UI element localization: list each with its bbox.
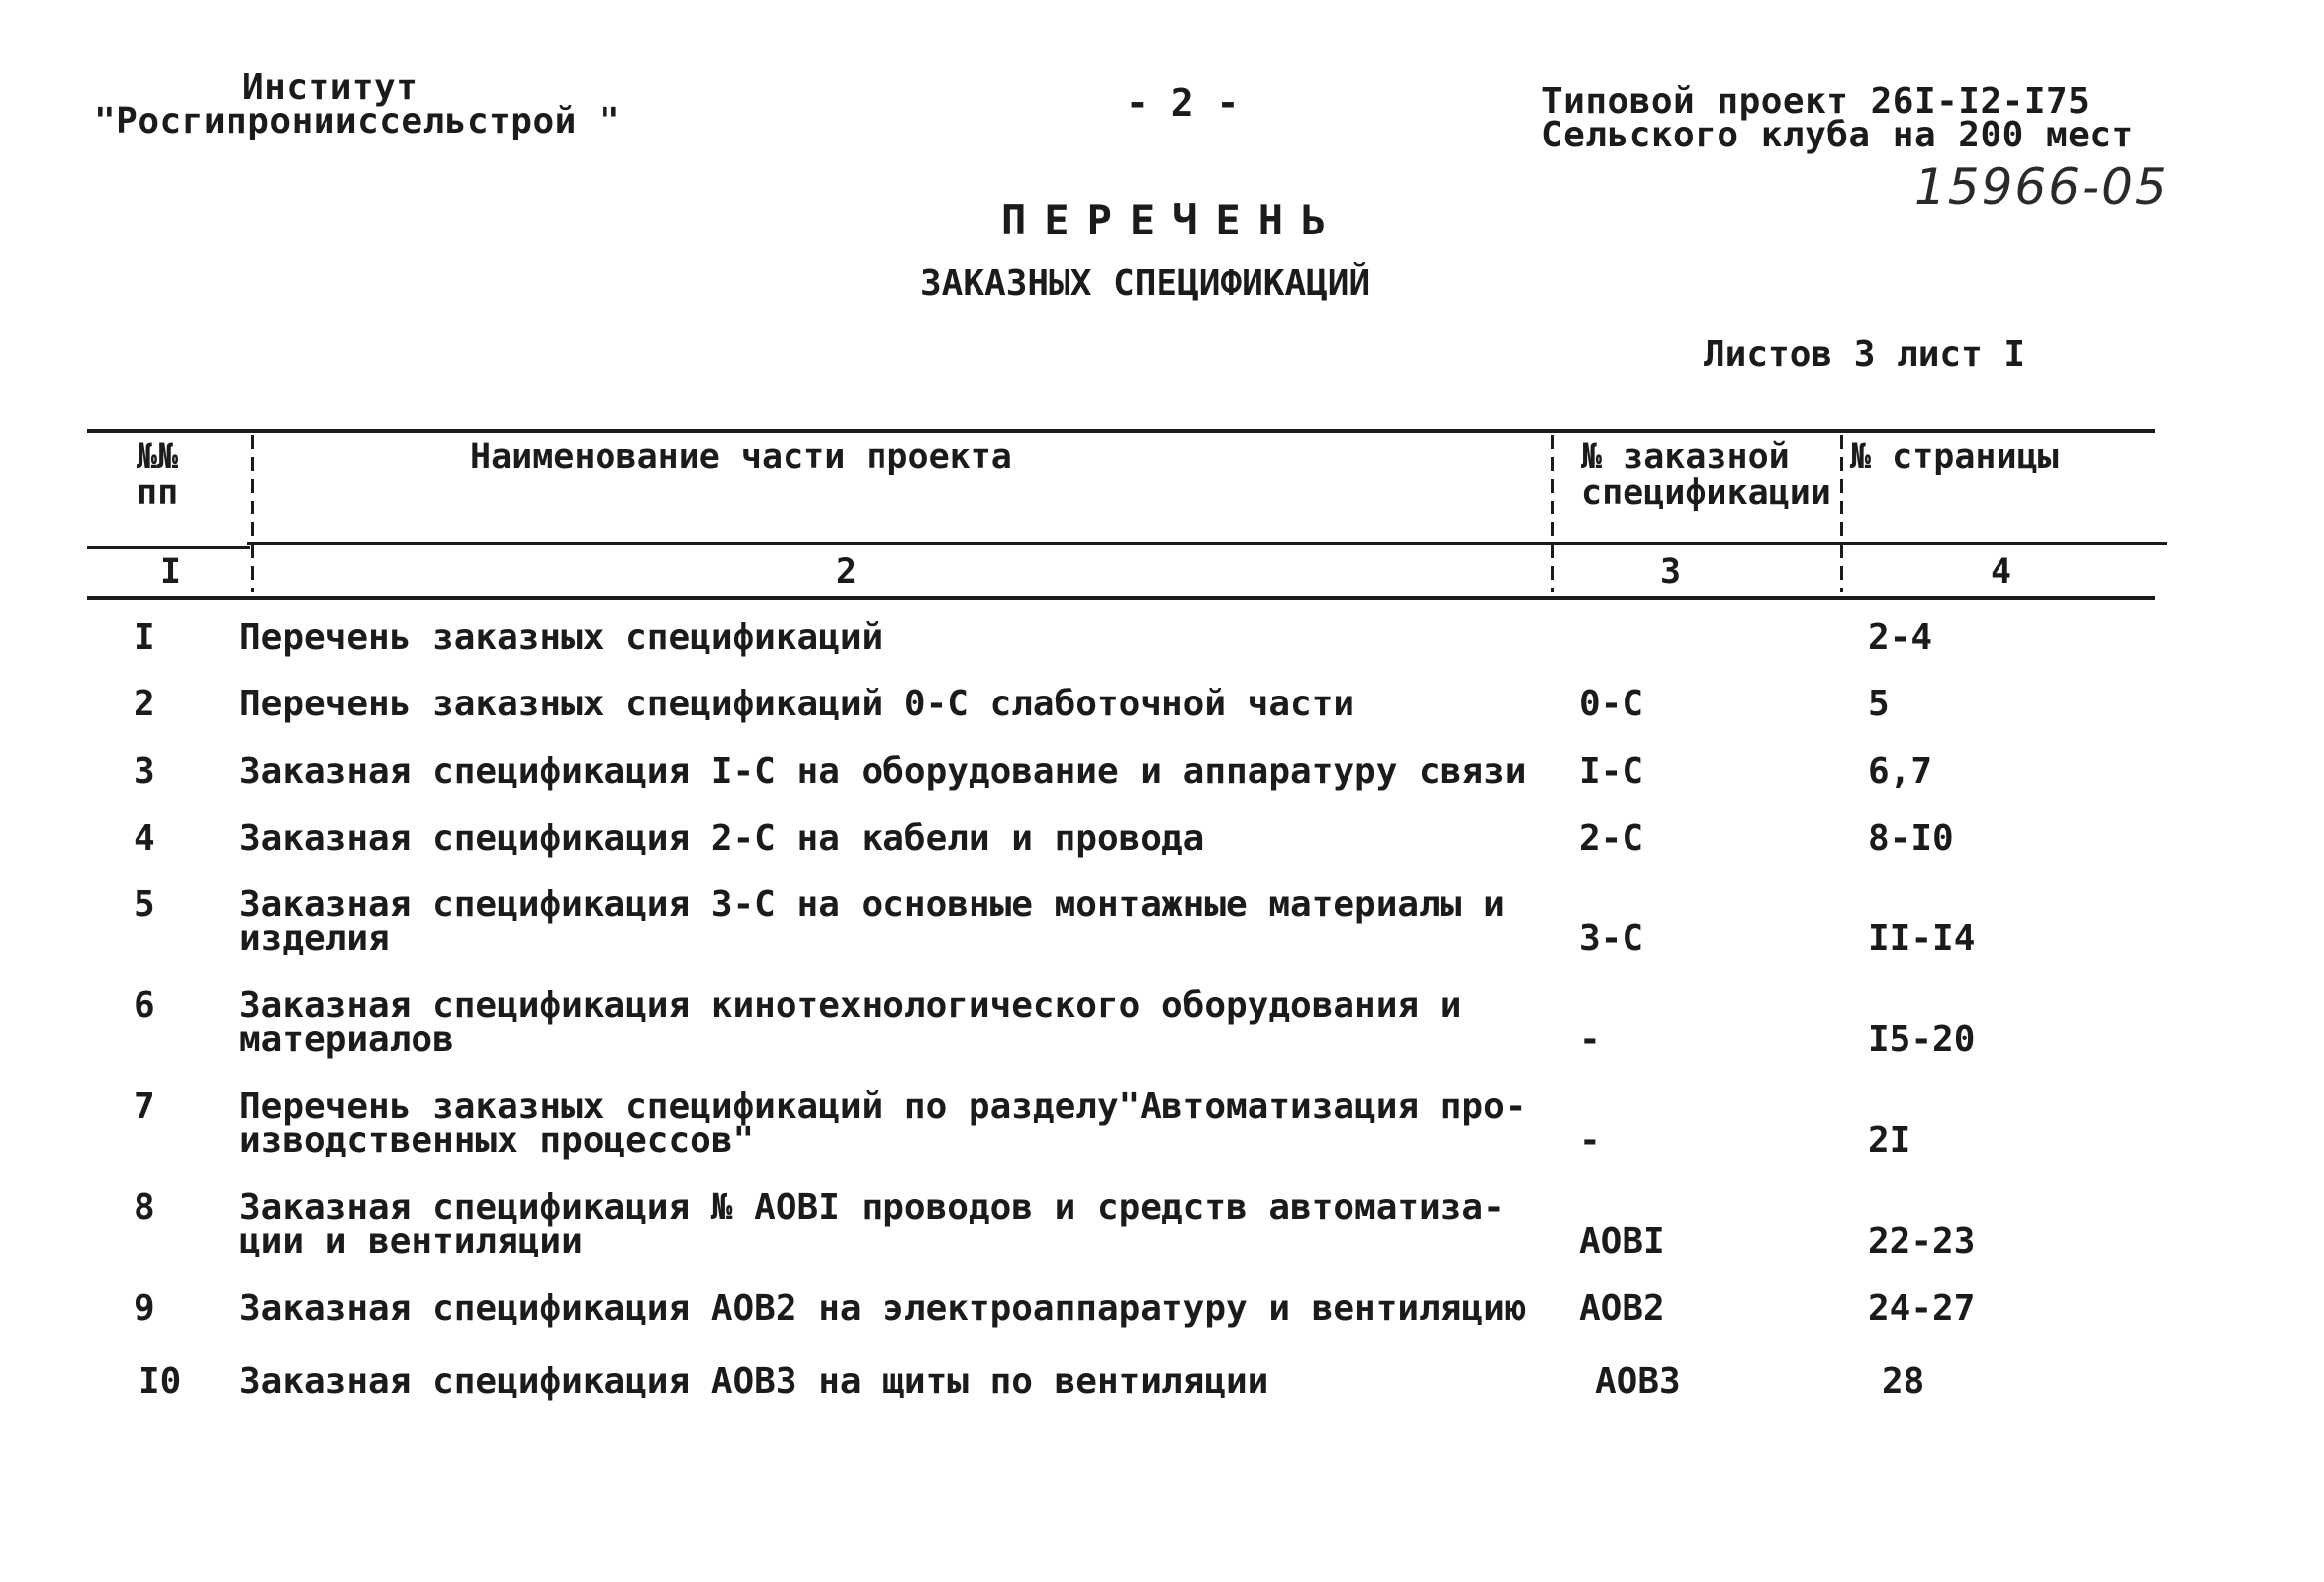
header-col3 xyxy=(1581,439,1831,511)
row-pages: 22-23 xyxy=(1868,1221,1976,1261)
row-spec-number: - xyxy=(1579,1120,1601,1161)
row-number: 2 xyxy=(134,684,155,724)
row-number: I xyxy=(134,617,155,658)
institute-line1: Институт xyxy=(242,67,418,108)
row-name-line2: изделия xyxy=(239,918,390,959)
row-number: 7 xyxy=(134,1086,155,1127)
row-pages: II-I4 xyxy=(1868,918,1976,959)
row-pages: 6,7 xyxy=(1868,751,1933,791)
row-pages: 28 xyxy=(1882,1361,1925,1402)
col-separator-2 xyxy=(1551,435,1554,592)
row-name-line1: Заказная спецификация кинотехнологического оборудования и xyxy=(239,985,1462,1026)
row-name xyxy=(239,818,1205,859)
row-number: 3 xyxy=(134,751,155,791)
row-pages: 5 xyxy=(1868,684,1890,724)
header-col1-line2: пп xyxy=(137,473,179,512)
header-col1-line1: №№ xyxy=(137,437,179,477)
table-top-rule xyxy=(87,429,2155,433)
header-col3-line1: № заказной xyxy=(1581,437,1790,477)
page-subtitle: ЗАКАЗНЫХ СПЕЦИФИКАЦИЙ xyxy=(920,263,1371,304)
row-name xyxy=(239,751,1527,791)
row-spec-number: - xyxy=(1579,1019,1601,1060)
project-line1: Типовой проект 26I-I2-I75 xyxy=(1541,81,2091,122)
row-spec-number: АОВ3 xyxy=(1595,1361,1681,1402)
row-pages: 8-I0 xyxy=(1868,818,1954,859)
row-number: 9 xyxy=(134,1288,155,1329)
row-name-line1: Перечень заказных спецификаций 0-С слаботочной части xyxy=(239,684,1355,724)
project-line2: Сельского клуба на 200 мест xyxy=(1541,115,2134,155)
col-separator-3 xyxy=(1840,435,1843,592)
row-number: 5 xyxy=(134,884,155,925)
header-col2: Наименование части проекта xyxy=(470,437,1012,477)
row-name xyxy=(239,985,1462,1060)
row-name xyxy=(239,1187,1505,1261)
row-number: 4 xyxy=(134,818,155,859)
header-bottom-rule-left xyxy=(87,546,250,549)
header-bottom-rule xyxy=(247,542,2167,545)
row-name-line2: изводственных процессов" xyxy=(239,1120,755,1161)
row-name-line1: Заказная спецификация № АОВI проводов и средств автоматиза- xyxy=(239,1187,1505,1228)
row-pages: 24-27 xyxy=(1868,1288,1976,1329)
row-spec-number: 3-С xyxy=(1579,918,1644,959)
col-separator-1 xyxy=(251,435,254,592)
column-numbers-rule xyxy=(87,596,2155,600)
institute-line2: "Росгипронииссельстрой " xyxy=(94,101,621,141)
column-number-2: 2 xyxy=(836,552,858,592)
institute-name xyxy=(94,67,621,141)
column-number-1: I xyxy=(160,552,182,592)
row-name-line1: Заказная спецификация 2-С на кабели и провода xyxy=(239,818,1205,859)
row-pages: 2I xyxy=(1868,1120,1911,1161)
row-spec-number: I-С xyxy=(1579,751,1644,791)
row-name xyxy=(239,684,1355,724)
header-col3-line2: спецификации xyxy=(1581,473,1831,512)
row-pages: I5-20 xyxy=(1868,1019,1976,1060)
page-number: - 2 - xyxy=(1126,81,1240,125)
row-name-line1: Заказная спецификация АОВ2 на электроаппаратуру и вентиляцию xyxy=(239,1288,1527,1329)
row-number: I0 xyxy=(139,1361,182,1402)
row-spec-number: 2-С xyxy=(1579,818,1644,859)
row-spec-number: 0-С xyxy=(1579,684,1644,724)
row-name-line1: Заказная спецификация АОВ3 на щиты по вентиляции xyxy=(239,1361,1269,1402)
row-name xyxy=(239,884,1505,959)
handwritten-number: 15966-05 xyxy=(1914,158,2169,216)
row-number: 8 xyxy=(134,1187,155,1228)
row-pages: 2-4 xyxy=(1868,617,1933,658)
column-number-4: 4 xyxy=(1991,552,2012,592)
row-name-line1: Заказная спецификация I-С на оборудование и аппаратуру связи xyxy=(239,751,1527,791)
row-number: 6 xyxy=(134,985,155,1026)
row-name xyxy=(239,617,883,658)
project-title xyxy=(1541,81,2134,155)
header-col1 xyxy=(137,439,178,511)
sheets-info: Листов 3 лист I xyxy=(1704,334,2026,375)
row-name xyxy=(239,1086,1527,1161)
row-name xyxy=(239,1361,1269,1402)
page-title: ПЕРЕЧЕНЬ xyxy=(1001,196,1345,244)
row-name xyxy=(239,1288,1527,1329)
row-name-line1: Заказная спецификация 3-С на основные монтажные материалы и xyxy=(239,884,1505,925)
row-spec-number: АОВ2 xyxy=(1579,1288,1665,1329)
row-name-line2: ции и вентиляции xyxy=(239,1221,583,1261)
column-number-3: 3 xyxy=(1660,552,1682,592)
row-spec-number: АОВI xyxy=(1579,1221,1665,1261)
header-col4: № страницы xyxy=(1850,437,2059,477)
row-name-line2: материалов xyxy=(239,1019,454,1060)
row-name-line1: Перечень заказных спецификаций по разделу"Автоматизация про- xyxy=(239,1086,1527,1127)
row-name-line1: Перечень заказных спецификаций xyxy=(239,617,883,658)
